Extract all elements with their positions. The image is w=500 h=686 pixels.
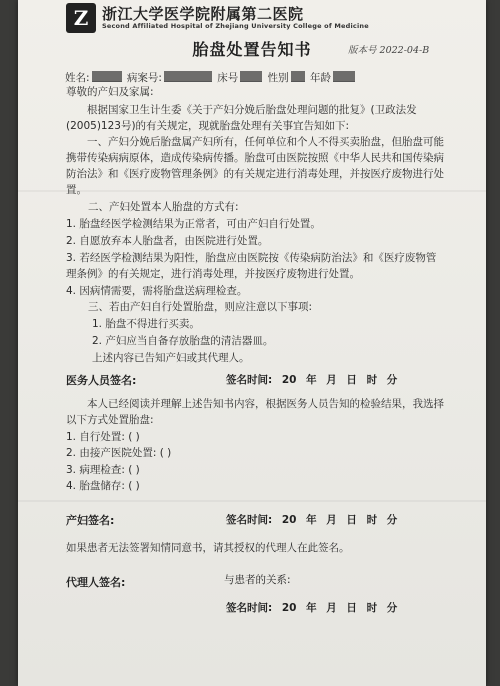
document-title: 胎盘处置告知书 bbox=[192, 40, 312, 59]
proxy-sign-time: 签名时间: 20 年 月 日 时 分 bbox=[226, 602, 398, 614]
paper-fold bbox=[18, 500, 486, 502]
section-2-item-2: 2. 自愿放弃本人胎盘者，由医院进行处置。 bbox=[66, 235, 269, 247]
option-self: 1. 自行处置: ( ) bbox=[66, 431, 140, 443]
section-3-title: 三、若由产妇自行处置胎盘，则应注意以下事项: bbox=[88, 301, 313, 313]
relation-label: 与患者的关系: bbox=[224, 574, 291, 586]
redacted-age bbox=[333, 71, 355, 82]
notified-statement: 上述内容已告知产妇或其代理人。 bbox=[92, 352, 250, 364]
hospital-logo bbox=[66, 3, 96, 33]
section-3-item-2: 2. 产妇应当自备存放胎盘的清洁器皿。 bbox=[92, 335, 274, 347]
option-storage: 4. 胎盘储存: ( ) bbox=[66, 480, 140, 492]
proxy-note: 如果患者无法签署知情同意书，请其授权的代理人在此签名。 bbox=[66, 542, 350, 554]
patient-info-line bbox=[65, 70, 357, 85]
paper-fold bbox=[18, 190, 486, 192]
logo-letter: Z bbox=[73, 6, 89, 30]
staff-sign-label: 医务人员签名: bbox=[66, 374, 137, 387]
age-label: 年龄 bbox=[309, 72, 331, 84]
option-hospital: 2. 由接产医院处置: ( ) bbox=[66, 447, 172, 459]
mother-sign-label: 产妇签名: bbox=[66, 514, 115, 527]
section-3-item-1: 1. 胎盘不得进行买卖。 bbox=[92, 318, 200, 330]
redacted-bed bbox=[240, 71, 262, 82]
mother-sign-time: 签名时间: 20 年 月 日 时 分 bbox=[226, 514, 398, 526]
consent-intro: 本人已经阅读并理解上述告知书内容，根据医务人员告知的检验结果，我选择以下方式处置胎盘: bbox=[66, 398, 444, 426]
redacted-record bbox=[164, 71, 212, 82]
section-2-title: 二、产妇处置本人胎盘的方式有: bbox=[88, 201, 239, 213]
hospital-name-en: Second Affiliated Hospital of Zhejiang University College of Medicine bbox=[102, 22, 369, 30]
option-pathology: 3. 病理检查: ( ) bbox=[66, 464, 140, 476]
section-2-item-1: 1. 胎盘经医学检测结果为正常者，可由产妇自行处置。 bbox=[66, 218, 321, 230]
proxy-sign-label: 代理人签名: bbox=[66, 576, 126, 589]
redacted-name bbox=[92, 71, 122, 82]
intro-paragraph: 根据国家卫生计生委《关于产妇分娩后胎盘处理问题的批复》(卫政法发(2005)123号)的有关规定，现就胎盘处理有关事宜告知如下: bbox=[66, 104, 417, 132]
section-2-item-3: 3. 若经医学检测结果为阳性，胎盘应由医院按《传染病防治法》和《医疗废物管理条例》的有关规定，进行消毒处理，并按医疗废物进行处置。 bbox=[66, 252, 437, 280]
hospital-name-cn: 浙江大学医学院附属第二医院 bbox=[102, 5, 304, 23]
salutation: 尊敬的产妇及家属: bbox=[66, 86, 154, 98]
consent-document bbox=[18, 0, 486, 686]
name-label: 姓名: bbox=[65, 72, 90, 84]
version-number: 版本号 2022-04-B bbox=[348, 45, 430, 56]
gender-label: 性别 bbox=[267, 72, 289, 84]
section-1: 一、产妇分娩后胎盘属产妇所有，任何单位和个人不得买卖胎盘，但胎盘可能携带传染病病原体，造成传染病传播。胎盘可由医院按照《中华人民共和国传染病防治法》和《医疗废物管理条例》的有关规定进行消毒处理，并按医疗废物进行处置。 bbox=[66, 136, 444, 196]
redacted-gender bbox=[291, 71, 305, 82]
staff-sign-time: 签名时间: 20 年 月 日 时 分 bbox=[226, 374, 398, 386]
record-label: 病案号: bbox=[126, 72, 162, 84]
bed-label: 床号 bbox=[217, 72, 239, 84]
section-2-item-4: 4. 因病情需要，需将胎盘送病理检查。 bbox=[66, 285, 248, 297]
